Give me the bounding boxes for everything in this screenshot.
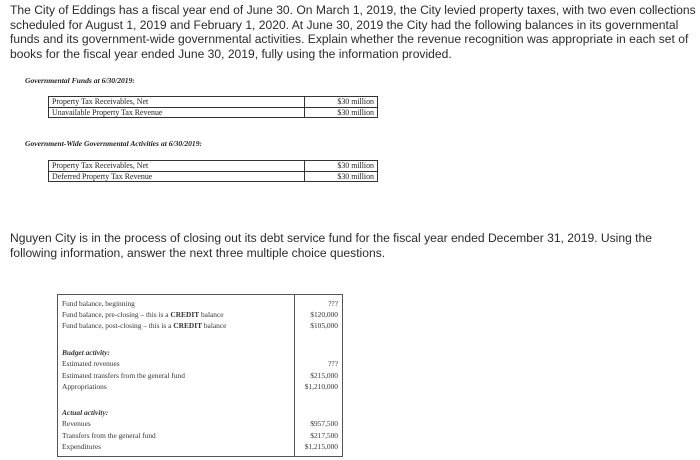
fund-balance-value: $105,000 [310, 321, 338, 330]
government-wide-caption: Government-Wide Governmental Activities at 6/30/2019: [25, 139, 203, 148]
table-row [49, 107, 377, 118]
debt-service-table [57, 294, 343, 457]
budget-item-label: Appropriations [62, 382, 107, 391]
row-label: Unavailable Property Tax Revenue [52, 107, 163, 117]
budget-item-label: Estimated revenues [62, 359, 120, 368]
government-wide-table [48, 160, 378, 182]
row-label: Property Tax Receivables, Net [52, 97, 149, 106]
budget-item-value: $1,210,000 [304, 382, 338, 391]
row-value: $30 million [337, 161, 374, 170]
budget-item-value: $215,000 [310, 371, 338, 380]
actual-activity-heading: Actual activity: [62, 408, 109, 417]
actual-item-value: $217,500 [310, 431, 338, 440]
budget-item-value: ??? [328, 359, 338, 368]
budget-item-label: Estimated transfers from the general fund [62, 371, 185, 380]
row-value: $30 million [337, 171, 374, 181]
governmental-funds-caption: Governmental Funds at 6/30/2019: [25, 76, 135, 85]
budget-activity-heading: Budget activity: [62, 348, 110, 357]
row-label: Deferred Property Tax Revenue [52, 171, 153, 181]
intro-paragraph: The City of Eddings has a fiscal year end of June 30. On March 1, 2019, the City levied property taxes, with two even collections scheduled for August 1, 2019 and February 1, 2020. At June 30, 2019 the City had the following balances in its governmental funds and its government-wide governmental activities. Explain whether the revenue recognition was appropriate in each set of books for the fiscal year ended June 30, 2019, fully using the information provided. [10, 3, 696, 61]
fund-balance-value: ??? [328, 299, 338, 308]
fund-balance-label: Fund balance, beginning [62, 299, 135, 308]
fund-balance-label: Fund balance, post-closing – this is a CREDIT balance [62, 321, 227, 330]
actual-item-value: $1,215,000 [304, 442, 338, 451]
row-value: $30 million [337, 97, 374, 106]
fund-balance-label: Fund balance, pre-closing – this is a CREDIT balance [62, 310, 224, 319]
table-row [49, 171, 377, 182]
actual-item-label: Revenues [62, 419, 91, 428]
row-value: $30 million [337, 107, 374, 117]
actual-item-value: $957,500 [310, 419, 338, 428]
table-row [49, 97, 377, 107]
row-label: Property Tax Receivables, Net [52, 161, 149, 170]
actual-item-label: Transfers from the general fund [62, 431, 156, 440]
table-row [49, 161, 377, 171]
fund-balance-value: $120,000 [310, 310, 338, 319]
second-paragraph: Nguyen City is in the process of closing out its debt service fund for the fiscal year ended December 31, 2019. Using the following information, answer the next three multiple choice questions. [10, 231, 652, 260]
actual-item-label: Expenditures [62, 442, 101, 451]
governmental-funds-table [48, 96, 378, 118]
